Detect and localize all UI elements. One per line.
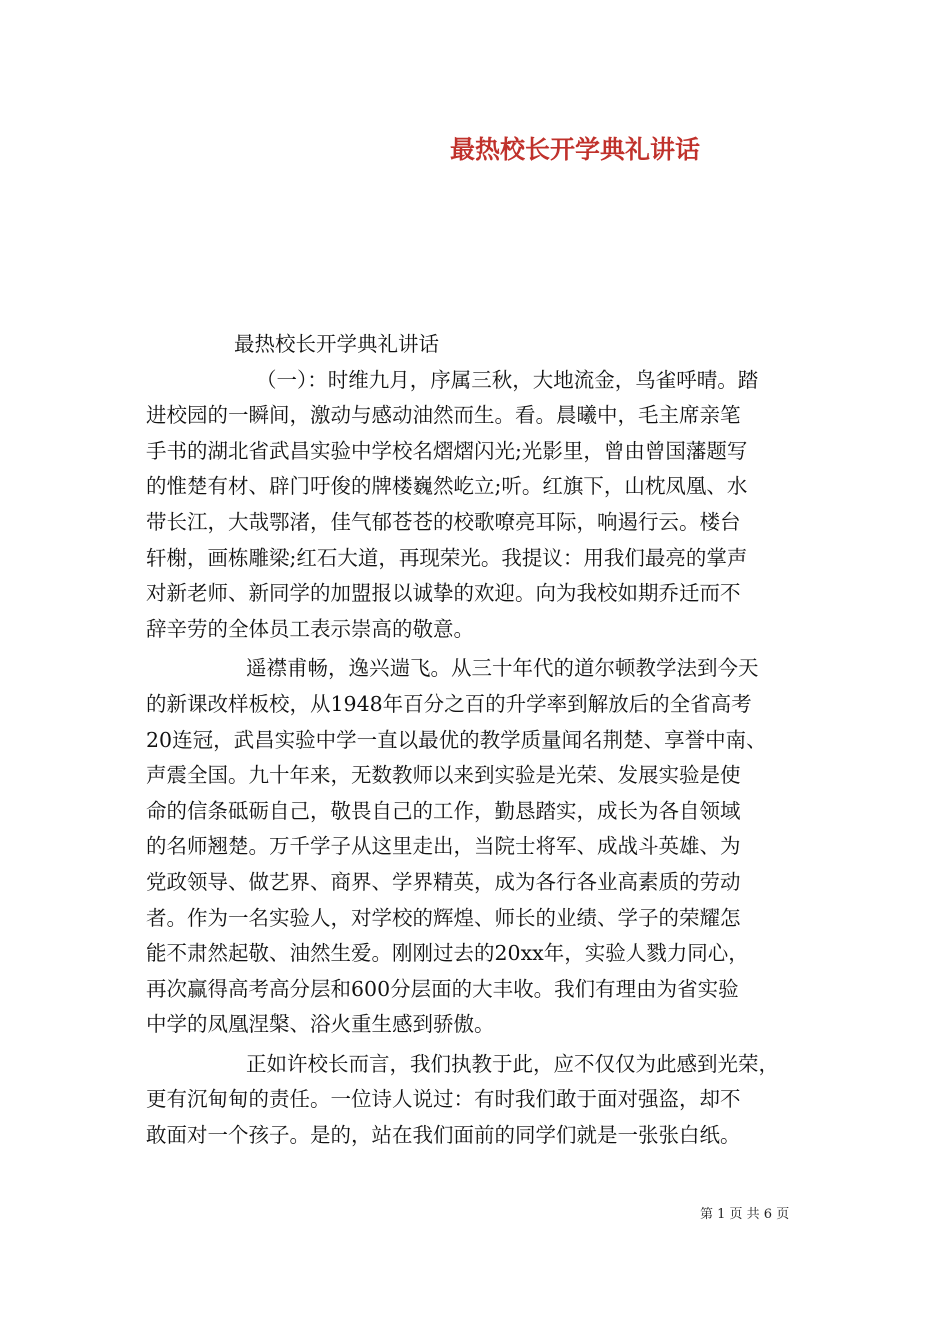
paragraph-line: 进校园的一瞬间，激动与感动油然而生。看。晨曦中，毛主席亲笔 [146,403,741,428]
paragraph-line: 更有沉甸甸的责任。一位诗人说过：有时我们敢于面对强盗，却不 [146,1087,741,1112]
paragraph-line: 手书的湖北省武昌实验中学校名熠熠闪光;光影里，曾由曾国藩题写 [146,438,748,463]
paragraph-line: 能不肃然起敬、油然生爱。刚刚过去的20xx年，实验人戮力同心， [146,941,749,966]
paragraph-line: 命的信条砥砺自己，敬畏自己的工作，勤恳踏实，成长为各自领域 [146,798,741,823]
paragraph-line: 带长江，大哉鄂渚，佳气郁苍苍的校歌嘹亮耳际，响遏行云。楼台 [146,509,741,534]
paragraph-line: 正如许校长而言，我们执教于此，应不仅仅为此感到光荣， [246,1051,779,1076]
paragraph-line: 的惟楚有材、辟门吁俊的牌楼巍然屹立;听。红旗下，山枕凤凰、水 [146,474,748,499]
paragraph-line: 的新课改样板校，从1948年百分之百的升学率到解放后的全省高考 [146,691,752,716]
subtitle: 最热校长开学典礼讲话 [234,332,439,356]
paragraph-line: 对新老师、新同学的加盟报以诚挚的欢迎。向为我校如期乔迁而不 [146,581,741,606]
document-body [146,327,836,1154]
paragraph-line: 轩榭，画栋雕梁;红石大道，再现荣光。我提议：用我们最亮的掌声 [146,545,748,570]
paragraph-line: 的名师翘楚。万千学子从这里走出，当院士将军、成战斗英雄、为 [146,834,741,859]
paragraph-line: 中学的凤凰涅槃、浴火重生感到骄傲。 [146,1012,495,1037]
paragraph-line: 者。作为一名实验人，对学校的辉煌、师长的业绩、学子的荣耀怎 [146,905,741,930]
paragraph-line: 辞辛劳的全体员工表示崇高的敬意。 [146,616,474,641]
paragraph-line: （一）：时维九月，序属三秋，大地流金，鸟雀呼晴。踏 [256,367,759,392]
paragraph-line: 20连冠，武昌实验中学一直以最优的教学质量闻名荆楚、享誉中南、 [146,727,767,752]
page-number: 第 1 页 共 6 页 [700,1207,790,1222]
page-title: 最热校长开学典礼讲话 [449,135,700,164]
paragraph-line: 声震全国。九十年来，无数教师以来到实验是光荣、发展实验是使 [146,763,741,788]
paragraph-line: 再次赢得高考高分层和600分层面的大丰收。我们有理由为省实验 [146,976,739,1001]
paragraph-line: 敢面对一个孩子。是的，站在我们面前的同学们就是一张张白纸。 [146,1123,741,1148]
paragraph-line: 遥襟甫畅，逸兴遄飞。从三十年代的道尔顿教学法到今天 [246,656,759,681]
paragraph-line: 党政领导、做艺界、商界、学界精英，成为各行各业高素质的劳动 [146,869,741,894]
